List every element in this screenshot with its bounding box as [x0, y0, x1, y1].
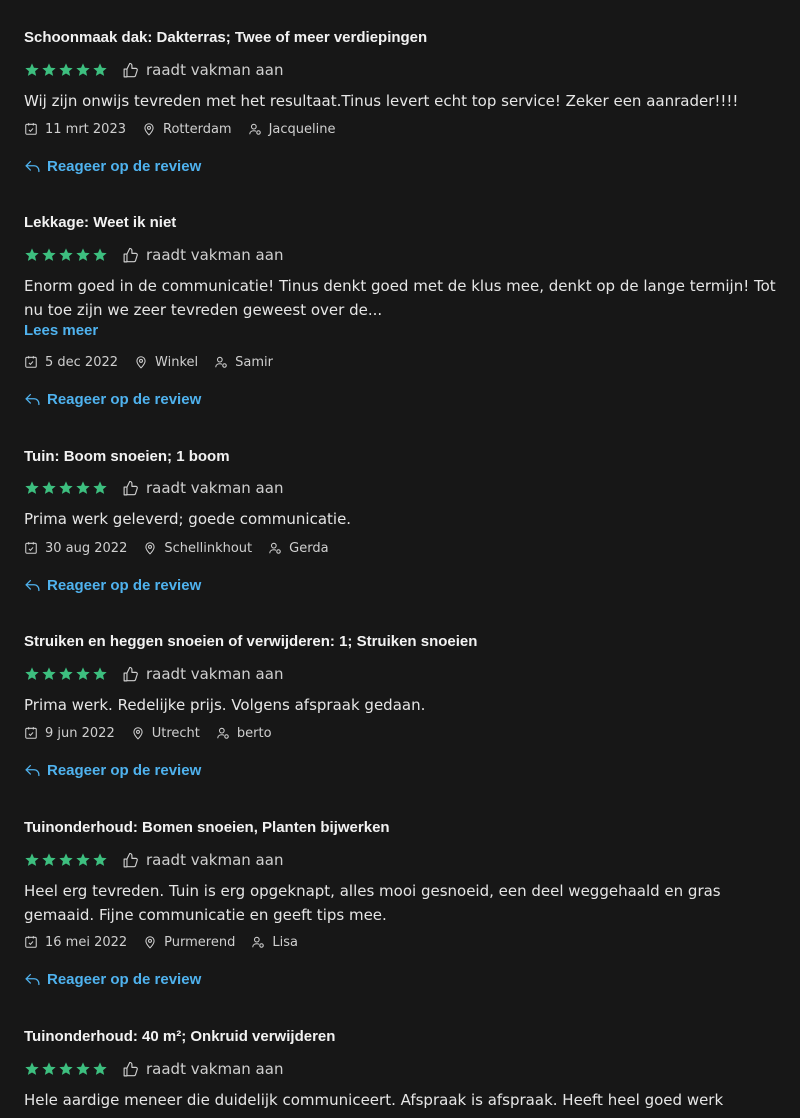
- review-title: Lekkage: Weet ik niet: [24, 214, 177, 231]
- recommendation: [122, 61, 283, 79]
- location-text: Winkel: [155, 354, 199, 370]
- reply-button[interactable]: [24, 577, 201, 594]
- recommend-label: raadt vakman aan: [146, 1060, 284, 1078]
- location-text: Rotterdam: [163, 121, 232, 137]
- review-meta: [24, 724, 288, 742]
- review-card: [24, 999, 784, 1118]
- star-icon: [58, 247, 74, 263]
- reply-arrow-icon: [24, 577, 41, 594]
- user-icon: [248, 122, 262, 136]
- star-icon: [58, 1061, 74, 1077]
- review-location: [134, 355, 198, 370]
- review-date: [24, 122, 126, 137]
- star-icon: [75, 1061, 91, 1077]
- star-rating: [24, 247, 108, 263]
- calendar-check-icon: [24, 122, 38, 136]
- location-text: Utrecht: [151, 725, 200, 741]
- calendar-check-icon: [24, 541, 38, 555]
- author-text: Lisa: [272, 934, 298, 950]
- recommendation: [122, 1060, 283, 1078]
- reply-label: Reageer op de review: [47, 762, 202, 779]
- review-text: Hele aardige meneer die duidelijk communiceert. Afspraak is afspraak. Heeft heel goed werk: [24, 1091, 724, 1109]
- star-icon: [75, 247, 91, 263]
- review-author: [251, 935, 298, 950]
- rating-row: [24, 664, 283, 684]
- review-author: [216, 726, 272, 741]
- review-title: Schoonmaak dak: Dakterras; Twee of meer verdiepingen: [24, 29, 428, 46]
- reply-label: Reageer op de review: [47, 577, 202, 594]
- review-meta: [24, 539, 345, 557]
- recommend-label: raadt vakman aan: [146, 851, 284, 869]
- recommend-label: raadt vakman aan: [146, 479, 284, 497]
- reply-label: Reageer op de review: [47, 391, 202, 408]
- recommend-label: raadt vakman aan: [146, 246, 284, 264]
- star-icon: [92, 666, 108, 682]
- rating-row: [24, 245, 283, 265]
- star-icon: [92, 480, 108, 496]
- author-text: Samir: [235, 354, 273, 370]
- user-icon: [216, 726, 230, 740]
- star-rating: [24, 852, 108, 868]
- review-text: Prima werk. Redelijke prijs. Volgens afspraak gedaan.: [24, 696, 426, 714]
- recommendation: [122, 665, 283, 683]
- star-icon: [41, 480, 57, 496]
- review-title: Tuinonderhoud: Bomen snoeien, Planten bijwerken: [24, 819, 390, 836]
- star-icon: [41, 852, 57, 868]
- star-icon: [92, 247, 108, 263]
- calendar-check-icon: [24, 935, 38, 949]
- star-rating: [24, 62, 108, 78]
- thumbs-up-icon: [122, 480, 139, 497]
- read-more-link[interactable]: Lees meer: [24, 322, 99, 339]
- date-text: 30 aug 2022: [45, 540, 128, 556]
- review-card: [24, 790, 784, 999]
- location-text: Schellinkhout: [164, 540, 253, 556]
- review-author: [248, 122, 336, 137]
- review-location: [143, 935, 235, 950]
- review-date: [24, 935, 127, 950]
- location-pin-icon: [143, 935, 157, 949]
- recommend-label: raadt vakman aan: [146, 665, 284, 683]
- star-icon: [24, 480, 40, 496]
- star-icon: [58, 666, 74, 682]
- recommendation: [122, 246, 283, 264]
- date-text: 5 dec 2022: [45, 354, 119, 370]
- review-meta: [24, 120, 352, 138]
- location-pin-icon: [131, 726, 145, 740]
- date-text: 16 mei 2022: [45, 934, 128, 950]
- calendar-check-icon: [24, 355, 38, 369]
- star-rating: [24, 480, 108, 496]
- location-pin-icon: [134, 355, 148, 369]
- thumbs-up-icon: [122, 666, 139, 683]
- author-text: berto: [236, 725, 272, 741]
- rating-row: [24, 478, 283, 498]
- star-icon: [75, 62, 91, 78]
- review-author: [214, 355, 273, 370]
- review-title: Tuin: Boom snoeien; 1 boom: [24, 448, 230, 465]
- reply-button[interactable]: [24, 971, 201, 988]
- reply-arrow-icon: [24, 762, 41, 779]
- star-icon: [92, 852, 108, 868]
- review-text: Heel erg tevreden. Tuin is erg opgeknapt, alles mooi gesnoeid, een deel weggehaald en gras gemaaid. Fijne communicatie en geeft tips mee.: [24, 882, 721, 924]
- user-icon: [251, 935, 265, 949]
- author-text: Gerda: [289, 540, 329, 556]
- thumbs-up-icon: [122, 1061, 139, 1078]
- review-text: Prima werk geleverd; goede communicatie.: [24, 510, 352, 528]
- location-text: Purmerend: [164, 934, 236, 950]
- review-card: [24, 185, 784, 418]
- star-icon: [58, 62, 74, 78]
- review-meta: [24, 933, 314, 951]
- recommendation: [122, 851, 283, 869]
- star-rating: [24, 666, 108, 682]
- rating-row: [24, 850, 283, 870]
- star-icon: [41, 1061, 57, 1077]
- reply-label: Reageer op de review: [47, 158, 202, 175]
- reply-button[interactable]: [24, 391, 201, 408]
- recommend-label: raadt vakman aan: [146, 61, 284, 79]
- rating-row: [24, 1059, 283, 1079]
- reply-arrow-icon: [24, 971, 41, 988]
- thumbs-up-icon: [122, 247, 139, 264]
- reply-button[interactable]: [24, 158, 201, 175]
- location-pin-icon: [143, 541, 157, 555]
- thumbs-up-icon: [122, 62, 139, 79]
- review-text: Enorm goed in de communicatie! Tinus denkt goed met de klus mee, denkt op de lange termijn! Tot nu toe zijn we zeer tevreden geweest over de...: [24, 277, 776, 319]
- author-text: Jacqueline: [268, 121, 336, 137]
- review-location: [143, 541, 252, 556]
- review-date: [24, 726, 115, 741]
- star-icon: [92, 62, 108, 78]
- review-card: [24, 418, 784, 603]
- star-icon: [58, 852, 74, 868]
- review-meta: [24, 353, 289, 371]
- recommendation: [122, 479, 283, 497]
- star-icon: [75, 852, 91, 868]
- star-icon: [24, 1061, 40, 1077]
- star-icon: [41, 247, 57, 263]
- star-icon: [24, 247, 40, 263]
- star-icon: [58, 480, 74, 496]
- thumbs-up-icon: [122, 852, 139, 869]
- star-icon: [92, 1061, 108, 1077]
- user-icon: [214, 355, 228, 369]
- location-pin-icon: [142, 122, 156, 136]
- star-icon: [24, 666, 40, 682]
- review-date: [24, 355, 118, 370]
- user-icon: [268, 541, 282, 555]
- review-card: [24, 0, 784, 185]
- date-text: 9 jun 2022: [45, 725, 115, 741]
- star-icon: [24, 852, 40, 868]
- review-title: Tuinonderhoud: 40 m²; Onkruid verwijderen: [24, 1028, 336, 1045]
- review-date: [24, 541, 127, 556]
- review-title: Struiken en heggen snoeien of verwijderen: 1; Struiken snoeien: [24, 633, 478, 650]
- star-icon: [24, 62, 40, 78]
- star-icon: [75, 666, 91, 682]
- reply-button[interactable]: [24, 762, 201, 779]
- review-location: [142, 122, 232, 137]
- reply-arrow-icon: [24, 158, 41, 175]
- star-rating: [24, 1061, 108, 1077]
- star-icon: [41, 666, 57, 682]
- review-card: [24, 604, 784, 789]
- review-location: [131, 726, 200, 741]
- star-icon: [41, 62, 57, 78]
- rating-row: [24, 60, 283, 80]
- calendar-check-icon: [24, 726, 38, 740]
- review-text: Wij zijn onwijs tevreden met het resultaat.Tinus levert echt top service! Zeker een aanrader!!!!: [24, 92, 739, 110]
- star-icon: [75, 480, 91, 496]
- date-text: 11 mrt 2023: [45, 121, 126, 137]
- reply-arrow-icon: [24, 391, 41, 408]
- review-author: [268, 541, 328, 556]
- reply-label: Reageer op de review: [47, 971, 202, 988]
